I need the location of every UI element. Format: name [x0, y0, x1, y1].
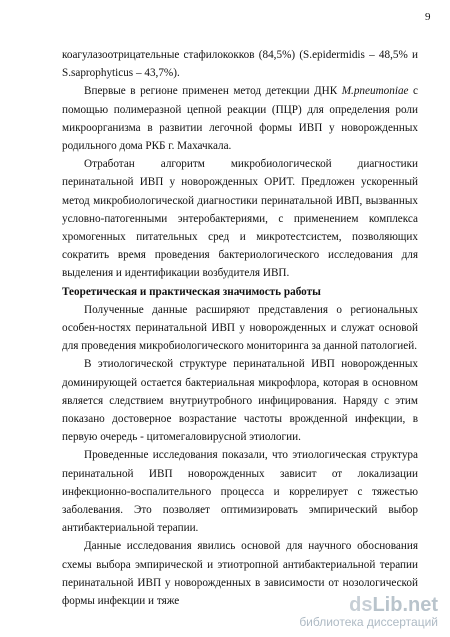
paragraph-2-before: Впервые в регионе применен метод детекции ДНК — [84, 85, 342, 98]
paragraph-4: Полученные данные расширяют представления о региональных особен-ностях перинатальной ИВП у новорожденных и служат основой для проведения микробиологического мониторинга за данной патологией. — [62, 303, 418, 353]
paragraph-1: коагулазоотрицательные стафилококков (84,5%) (S.epidermidis – 48,5% и S.saprophyticus – 43,7%). — [62, 49, 418, 80]
paragraph-2-after: с помощью полимеразной цепной реакции (ПЦР) для определения роли микроорганизма в развитии легочной формы ИВП у новорожденных родильного дома РКБ г. Махачкала. — [62, 85, 418, 153]
watermark-brand: dsLib.net — [349, 594, 438, 616]
document-body — [62, 46, 418, 610]
page-number: 9 — [425, 11, 431, 23]
watermark-logo — [299, 595, 438, 629]
paragraph-6: Проведенные исследования показали, что этиологическая структура перинатальной ИВП новорожденных зависит от локализации инфекционно-воспалительного процесса и коррелирует с тяжестью заболевания. Это позволяет оптимизировать эмпирический выбор антибактериальной терапии. — [62, 449, 418, 535]
watermark-tagline: библиотека диссертаций — [299, 615, 438, 629]
species-name: M.pneumoniae — [341, 85, 409, 98]
paragraph-7: Данные исследования явились основой для научного обоснования схемы выбора эмпирической и этиотропной антибактериальной терапии перинатальной ИВП у новорожденных в зависимости от нозологической формы инфекции и тяже — [62, 540, 418, 608]
paragraph-5: В этиологической структуре перинатальной ИВП новорожденных доминирующей остается бактериальная микрофлора, которая в основном является следствием внутриутробного инфицирования. Наряду с этим показано достоверное возрастание частоты врожденной инфекции, в первую очередь - цитомегаловирусной этиологии. — [62, 358, 418, 444]
section-heading: Теоретическая и практическая значимость работы — [62, 285, 321, 298]
paragraph-2 — [62, 82, 418, 155]
paragraph-3: Отработан алгоритм микробиологической диагностики перинатальной ИВП у новорожденных ОРИТ. Предложен ускоренный метод микробиологической диагностики перинатальной ИВП, вызванных условно-патогенными энтеробактериями, с применением комплекса хромогенных питательных сред и микротестсистем, позволяющих сократить время проведения бактериологического исследования для выделения и идентификации возбудителя ИВП. — [62, 158, 418, 280]
